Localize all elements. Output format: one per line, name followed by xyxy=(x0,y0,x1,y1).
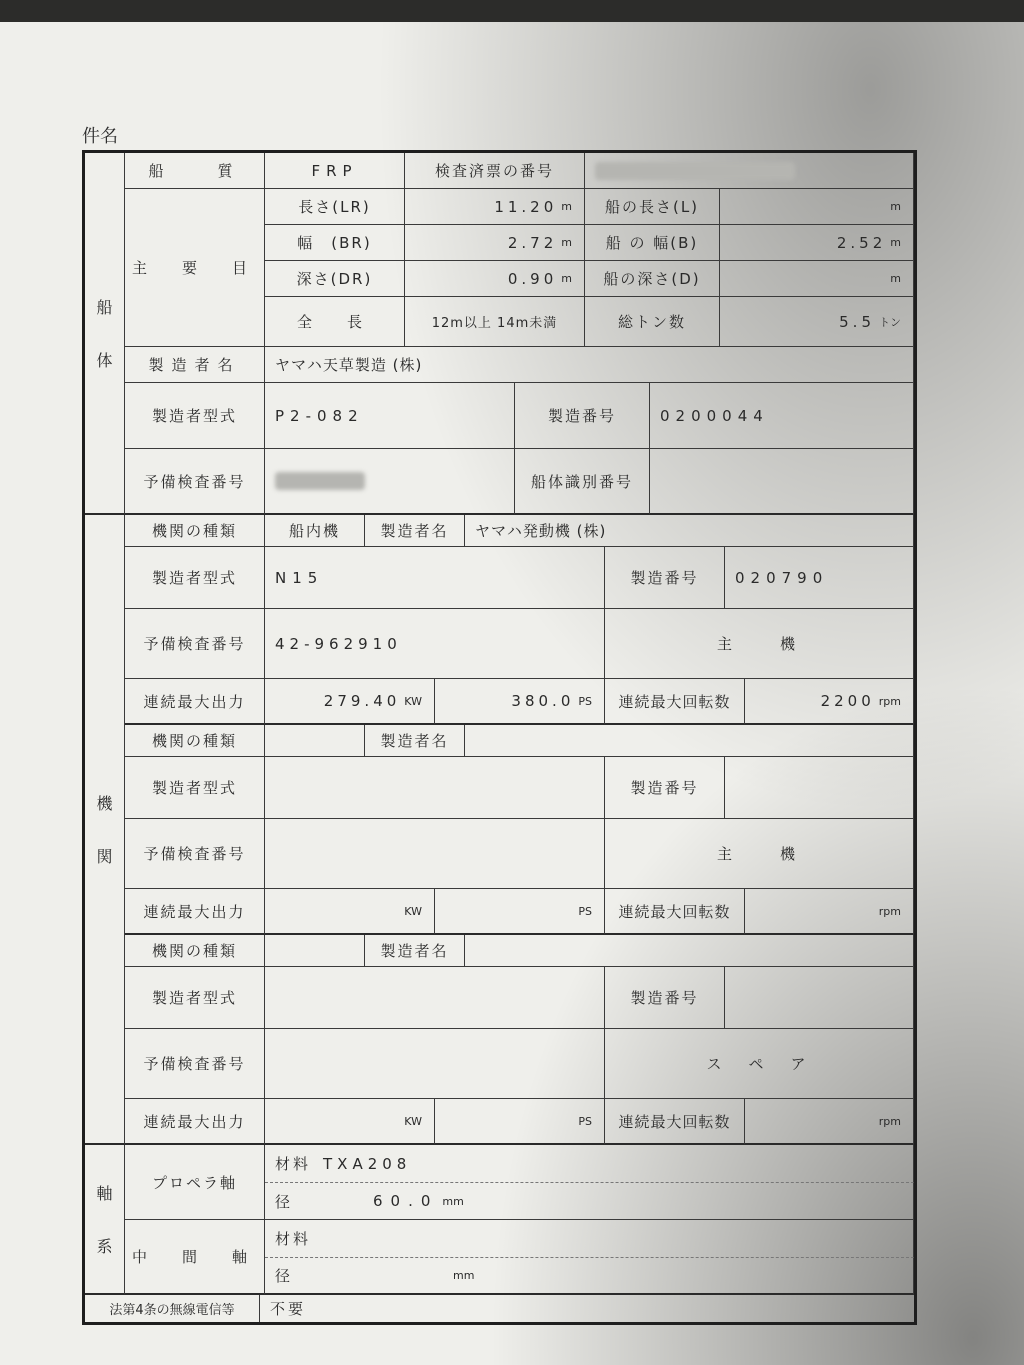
propeller-diameter-label: 径 xyxy=(275,1192,294,1211)
breadth-br-value xyxy=(405,225,585,261)
engine-power-label: 連続最大出力 xyxy=(125,889,265,935)
engine-role: 主 機 xyxy=(605,609,914,679)
engine-preinspection-value: 42-962910 xyxy=(265,609,605,679)
ship-breadth-number: 2.52 xyxy=(836,233,887,252)
engine-power-kw xyxy=(265,679,435,725)
redacted-block xyxy=(595,162,795,180)
engine-preinspection-value xyxy=(265,1029,605,1099)
unit-m: m xyxy=(890,236,901,249)
unit-mm: mm xyxy=(453,1269,475,1282)
length-lr-label: 長さ(LR) xyxy=(265,189,405,225)
breadth-br-label: 幅 (BR) xyxy=(265,225,405,261)
engine-type-label: 機関の種類 xyxy=(125,935,265,967)
section-hull-label xyxy=(85,153,125,515)
section-engine-char-2: 関 xyxy=(96,847,113,866)
ship-depth-label: 船の深さ(D) xyxy=(585,261,720,297)
hull-preinspection-value xyxy=(265,449,515,515)
unit-kw: KW xyxy=(404,694,422,708)
hull-model-label: 製造者型式 xyxy=(125,383,265,449)
intermediate-shaft-label: 中 間 軸 xyxy=(125,1220,265,1295)
engine-power-kw xyxy=(265,1099,435,1145)
engine-model-value xyxy=(265,967,605,1029)
engine-model-label: 製造者型式 xyxy=(125,547,265,609)
power-kw-number: 279.40 xyxy=(323,692,401,710)
propeller-shaft-label: プロペラ軸 xyxy=(125,1145,265,1220)
engine-rpm-value xyxy=(745,1099,914,1145)
engine-model-value xyxy=(265,757,605,819)
unit-mm: mm xyxy=(442,1194,464,1208)
unit-m: m xyxy=(561,200,572,213)
propeller-diameter-row xyxy=(265,1183,914,1220)
unit-rpm: rpm xyxy=(878,1114,901,1128)
unit-ton: トン xyxy=(879,315,901,329)
hull-id-label: 船体識別番号 xyxy=(515,449,650,515)
ship-depth-value xyxy=(720,261,914,297)
engine-serial-value: 020790 xyxy=(725,547,914,609)
engine-model-value: N15 xyxy=(265,547,605,609)
unit-kw: KW xyxy=(404,1114,422,1128)
length-lr-value xyxy=(405,189,585,225)
engine-rpm-value xyxy=(745,679,914,725)
hull-material-label: 船 質 xyxy=(125,153,265,189)
overall-length-label: 全 長 xyxy=(265,297,405,347)
engine-preinspection-value xyxy=(265,819,605,889)
engine-serial-label: 製造番号 xyxy=(605,757,725,819)
engine-rpm-value xyxy=(745,889,914,935)
rpm-number: 2200 xyxy=(820,692,875,710)
engine-rpm-label: 連続最大回転数 xyxy=(605,679,745,725)
engine-rpm-label: 連続最大回転数 xyxy=(605,889,745,935)
depth-dr-number: 0.90 xyxy=(507,269,558,288)
propeller-material-label: 材料 xyxy=(275,1155,312,1173)
engine-serial-label: 製造番号 xyxy=(605,967,725,1029)
breadth-br-number: 2.72 xyxy=(507,233,558,252)
unit-m: m xyxy=(890,200,901,213)
unit-kw: KW xyxy=(404,904,422,918)
overall-length-value: 12m以上 14m未満 xyxy=(405,297,585,347)
depth-dr-label: 深さ(DR) xyxy=(265,261,405,297)
depth-dr-value xyxy=(405,261,585,297)
power-ps-number: 380.0 xyxy=(511,692,575,710)
hull-maker-label: 製造者名 xyxy=(125,347,265,383)
unit-ps: PS xyxy=(578,904,592,918)
engine-type-label: 機関の種類 xyxy=(125,725,265,757)
engine-preinspection-label: 予備検査番号 xyxy=(125,819,265,889)
engine-power-kw xyxy=(265,889,435,935)
unit-rpm: rpm xyxy=(878,694,901,708)
engine-type-value xyxy=(265,725,365,757)
engine-preinspection-label: 予備検査番号 xyxy=(125,609,265,679)
intermediate-material-label: 材料 xyxy=(275,1230,312,1248)
engine-power-label: 連続最大出力 xyxy=(125,1099,265,1145)
document-page xyxy=(0,22,1024,1365)
engine-model-label: 製造者型式 xyxy=(125,757,265,819)
propeller-diameter-value: 60.0 xyxy=(373,1192,439,1210)
unit-ps: PS xyxy=(578,1114,592,1128)
engine-maker-label: 製造者名 xyxy=(365,935,465,967)
section-shaft-char-1: 軸 xyxy=(96,1184,113,1203)
inspection-stamp-value xyxy=(585,153,914,189)
hull-material-value: FRP xyxy=(265,153,405,189)
document-title: 件名 xyxy=(82,126,118,147)
engine-serial-label: 製造番号 xyxy=(605,547,725,609)
engine-preinspection-label: 予備検査番号 xyxy=(125,1029,265,1099)
length-lr-number: 11.20 xyxy=(494,197,558,216)
radio-label: 法第4条の無線電信等 xyxy=(85,1295,260,1322)
engine-power-label: 連続最大出力 xyxy=(125,679,265,725)
ship-length-value xyxy=(720,189,914,225)
intermediate-diameter-label: 径 xyxy=(275,1267,294,1285)
unit-m: m xyxy=(561,272,572,285)
engine-maker-label: 製造者名 xyxy=(365,515,465,547)
vessel-spec-form xyxy=(82,150,917,1325)
engine-serial-value xyxy=(725,967,914,1029)
engine-power-ps xyxy=(435,679,605,725)
engine-maker-value: ヤマハ発動機 (株) xyxy=(465,515,914,547)
propeller-material-row xyxy=(265,1145,914,1183)
section-shaft-char-2: 系 xyxy=(96,1237,113,1256)
intermediate-material-row xyxy=(265,1220,914,1258)
hull-model-value: P2-082 xyxy=(265,383,515,449)
unit-rpm: rpm xyxy=(878,904,901,918)
engine-type-label: 機関の種類 xyxy=(125,515,265,547)
gross-tonnage-number: 5.5 xyxy=(839,312,875,331)
hull-maker-value: ヤマハ天草製造 (株) xyxy=(265,347,914,383)
engine-maker-value xyxy=(465,935,914,967)
hull-id-value xyxy=(650,449,914,515)
engine-rpm-label: 連続最大回転数 xyxy=(605,1099,745,1145)
engine-type-value xyxy=(265,935,365,967)
engine-power-ps xyxy=(435,1099,605,1145)
unit-ps: PS xyxy=(578,694,592,708)
engine-model-label: 製造者型式 xyxy=(125,967,265,1029)
engine-maker-label: 製造者名 xyxy=(365,725,465,757)
propeller-material-value: TXA208 xyxy=(323,1154,412,1173)
inspection-stamp-label: 検査済票の番号 xyxy=(405,153,585,189)
ship-length-label: 船の長さ(L) xyxy=(585,189,720,225)
engine-serial-value xyxy=(725,757,914,819)
ship-breadth-label: 船 の 幅(B) xyxy=(585,225,720,261)
engine-role: 主 機 xyxy=(605,819,914,889)
unit-m: m xyxy=(561,236,572,249)
section-shaft-label xyxy=(85,1145,125,1295)
hull-preinspection-label: 予備検査番号 xyxy=(125,449,265,515)
section-hull-char-1: 船 xyxy=(96,298,113,317)
hull-serial-label: 製造番号 xyxy=(515,383,650,449)
section-hull-char-2: 体 xyxy=(96,351,113,370)
unit-m: m xyxy=(890,272,901,285)
engine-maker-value xyxy=(465,725,914,757)
redacted-block xyxy=(275,472,365,490)
intermediate-diameter-row xyxy=(265,1258,914,1295)
ship-breadth-value xyxy=(720,225,914,261)
section-engine-label xyxy=(85,515,125,1145)
engine-type-value: 船内機 xyxy=(265,515,365,547)
gross-tonnage-label: 総トン数 xyxy=(585,297,720,347)
radio-value: 不要 xyxy=(270,1300,307,1318)
engine-role: ス ペ ア xyxy=(605,1029,914,1099)
engine-power-ps xyxy=(435,889,605,935)
hull-serial-value: 0200044 xyxy=(650,383,914,449)
main-dimensions-label: 主 要 目 xyxy=(125,189,265,347)
gross-tonnage-value xyxy=(720,297,914,347)
section-engine-char-1: 機 xyxy=(96,794,113,813)
